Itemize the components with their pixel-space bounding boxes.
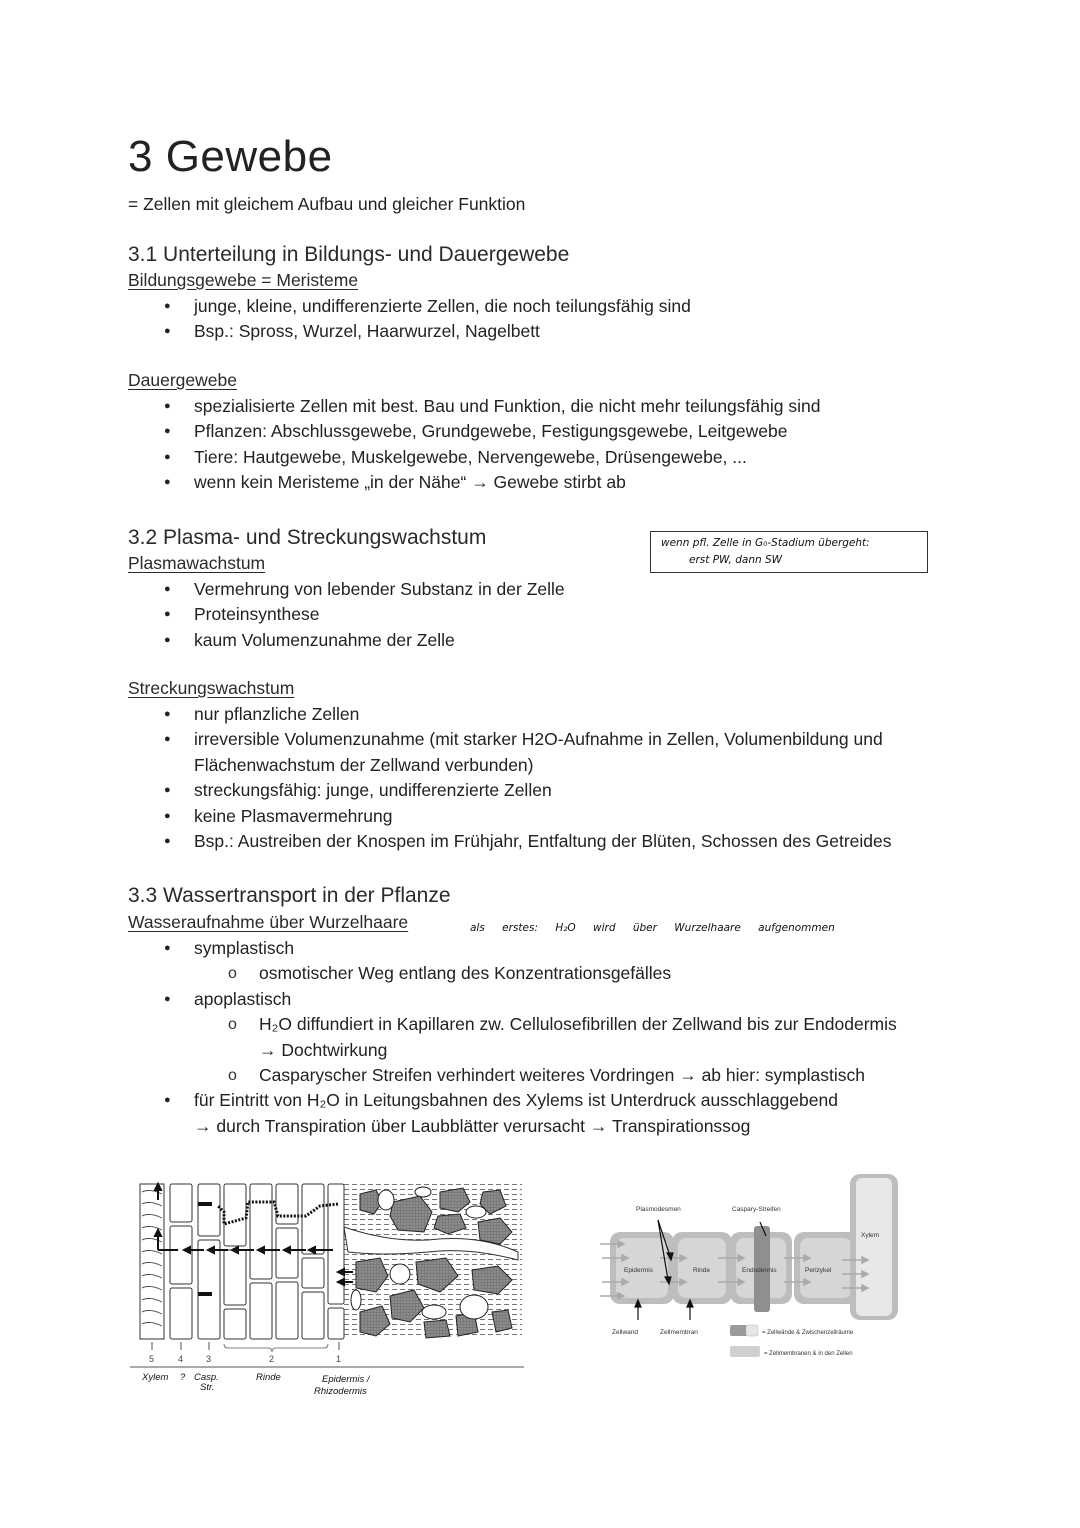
- plasmawachstum-subheading: Plasmawachstum: [128, 553, 266, 573]
- label-perizykel: Perizykel: [805, 1267, 832, 1274]
- legend: [730, 1325, 854, 1357]
- label-number-4: 4: [178, 1354, 184, 1364]
- list-item-continuation: Flächenwachstum der Zellwand verbunden): [194, 754, 534, 775]
- handwritten-note-line-2: erst PW, dann SW: [689, 554, 783, 566]
- label-zellwand: Zellwand: [612, 1329, 639, 1336]
- sub-list-item: o H₂O diffundiert in Kapillaren zw. Cellulosefibrillen der Zellwand bis zur Endodermis: [128, 1012, 897, 1037]
- list-item-continuation: → durch Transpiration über Laubblätter verursacht → Transpirationssog: [194, 1115, 751, 1136]
- water-pathway-diagram: [598, 1170, 903, 1360]
- list-item: ● streckungsfähig: junge, undifferenzierte Zellen: [128, 778, 892, 803]
- label-epidermis: Epidermis: [624, 1267, 653, 1274]
- dauergewebe-list: [128, 394, 820, 496]
- plasmawachstum-list: [128, 577, 565, 653]
- section-3-3-heading: 3.3 Wassertransport in der Pflanze: [128, 884, 451, 907]
- dauergewebe-subheading: Dauergewebe: [128, 370, 237, 390]
- list-item: ● wenn kein Meristeme „in der Nähe“ → Gewebe stirbt ab: [128, 470, 820, 495]
- handwritten-note-box: [650, 531, 928, 573]
- label-endodermis: Endodermis: [742, 1267, 777, 1274]
- list-item: ● irreversible Volumenzunahme (mit starker H2O-Aufnahme in Zellen, Volumenbildung und: [128, 727, 892, 752]
- label-xylem: Xylem: [142, 1372, 169, 1383]
- label-caspary-streifen: Caspary-Streifen: [732, 1206, 781, 1213]
- list-item: ● junge, kleine, undifferenzierte Zellen, die noch teilungsfähig sind: [128, 294, 691, 319]
- list-item: ● Pflanzen: Abschlussgewebe, Grundgewebe, Festigungsgewebe, Leitgewebe: [128, 419, 820, 444]
- wassertransport-list: [128, 936, 897, 1139]
- label-rinde: Rinde: [693, 1267, 710, 1274]
- handwritten-note-line-1: wenn pfl. Zelle in G₀-Stadium übergeht:: [661, 537, 870, 549]
- casparian-strip: [198, 1292, 212, 1296]
- handwritten-note-wurzelhaare: als erstes: H₂O wird über Wurzelhaare aufgenommen: [470, 922, 835, 934]
- list-item: ● keine Plasmavermehrung: [128, 804, 892, 829]
- list-item: ● apoplastisch: [128, 987, 897, 1012]
- list-item: ● symplastisch: [128, 936, 897, 961]
- label-plasmodesmen: Plasmodesmen: [636, 1206, 681, 1213]
- list-item: ● Tiere: Hautgewebe, Muskelgewebe, Nervengewebe, Drüsengewebe, ...: [128, 445, 820, 470]
- list-item: ● nur pflanzliche Zellen: [128, 702, 892, 727]
- label-zellmembran: Zellmembran: [660, 1329, 698, 1336]
- label-xylem: Xylem: [861, 1232, 880, 1239]
- label-number-3: 3: [206, 1354, 212, 1364]
- casparian-strip: [198, 1202, 212, 1206]
- cells: [610, 1174, 898, 1320]
- label-number-1: 1: [336, 1354, 342, 1364]
- label-number-2: 2: [269, 1354, 275, 1364]
- list-item: ● spezialisierte Zellen mit best. Bau und Funktion, die nicht mehr teilungsfähig sind: [128, 394, 820, 419]
- sub-list-item-continuation: → Dochtwirkung: [259, 1039, 388, 1060]
- list-item: ● Bsp.: Spross, Wurzel, Haarwurzel, Nagelbett: [128, 319, 691, 344]
- bildungsgewebe-subheading: Bildungsgewebe = Meristeme: [128, 270, 359, 290]
- streckungswachstum-subheading: Streckungswachstum: [128, 678, 295, 698]
- label-casp-1: Casp.: [194, 1372, 219, 1383]
- label-question: ?: [180, 1372, 186, 1383]
- label-number-5: 5: [149, 1354, 155, 1364]
- list-item: ● kaum Volumenzunahme der Zelle: [128, 628, 565, 653]
- legend-zellmembranen: = Zellmembranen & in den Zellen: [764, 1351, 853, 1357]
- water-pathway-svg: [598, 1170, 903, 1365]
- list-item: ● Bsp.: Austreiben der Knospen im Frühjahr, Entfaltung der Blüten, Schossen des Getreides: [128, 829, 892, 854]
- legend-zellwaende: = Zellwände & Zwischenzellräume: [762, 1330, 854, 1336]
- streckungswachstum-list: [128, 702, 892, 854]
- label-casp-2: Str.: [200, 1382, 215, 1393]
- sub-list-item: o Casparyscher Streifen verhindert weiteres Vordringen → ab hier: symplastisch: [128, 1063, 897, 1088]
- root-cross-section-figure: [128, 1172, 528, 1402]
- root-cross-section-drawing: [128, 1172, 528, 1402]
- cell-walls: [140, 1184, 344, 1339]
- list-item: ● Proteinsynthese: [128, 602, 565, 627]
- bildungsgewebe-list: [128, 294, 691, 345]
- label-epidermis: Epidermis /: [322, 1374, 370, 1385]
- list-item: ● Vermehrung von lebender Substanz in der Zelle: [128, 577, 565, 602]
- rinde-bracket: [224, 1344, 328, 1352]
- definition-text: = Zellen mit gleichem Aufbau und gleicher Funktion: [128, 194, 526, 214]
- label-rhizodermis: Rhizodermis: [314, 1386, 367, 1397]
- sub-list-item: o osmotischer Weg entlang des Konzentrationsgefälles: [128, 961, 897, 986]
- section-3-1-heading: 3.1 Unterteilung in Bildungs- und Dauergewebe: [128, 243, 570, 266]
- section-3-2-heading: 3.2 Plasma- und Streckungswachstum: [128, 526, 487, 549]
- list-item: ● für Eintritt von H₂O in Leitungsbahnen des Xylems ist Unterdruck ausschlaggebend: [128, 1088, 897, 1113]
- wasseraufnahme-subheading: Wasseraufnahme über Wurzelhaare: [128, 912, 409, 932]
- label-rinde: Rinde: [256, 1372, 281, 1383]
- page-title: 3 Gewebe: [128, 132, 333, 181]
